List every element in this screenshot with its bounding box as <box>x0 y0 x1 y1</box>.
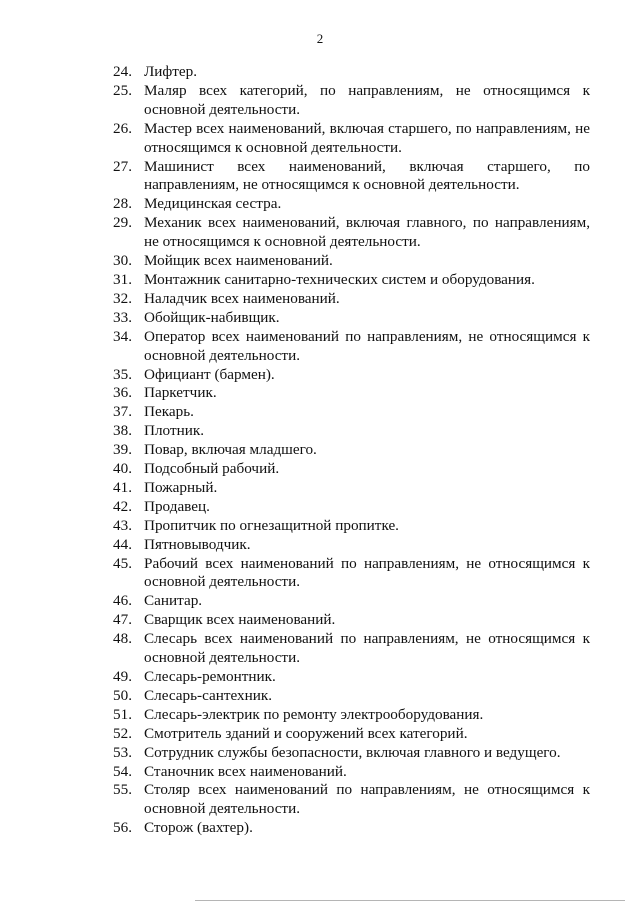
item-text: Повар, включая младшего. <box>144 441 317 459</box>
item-number: 54. <box>113 762 132 780</box>
list-item <box>113 668 590 687</box>
item-text: Обойщик-набивщик. <box>144 308 280 326</box>
item-number: 33. <box>113 308 132 326</box>
item-number: 46. <box>113 592 132 610</box>
list-item <box>113 441 590 460</box>
item-text: Сварщик всех наименований. <box>144 611 336 629</box>
item-text: Слесарь-ремонтник. <box>144 668 276 685</box>
item-number: 53. <box>113 743 132 761</box>
page-number: 2 <box>316 31 324 46</box>
scan-edge-line <box>195 900 625 901</box>
list-item <box>113 611 590 630</box>
list-item <box>113 82 590 120</box>
item-number: 32. <box>113 289 132 307</box>
item-text: Смотритель зданий и сооружений всех категорий. <box>144 724 468 742</box>
list-item <box>113 384 590 403</box>
item-number: 35. <box>113 365 132 383</box>
item-text: Пятновыводчик. <box>144 535 251 553</box>
item-number: 30. <box>113 252 132 270</box>
item-number: 25. <box>113 81 132 99</box>
list-item <box>113 63 590 82</box>
list-item <box>113 763 590 782</box>
list-item <box>113 158 590 196</box>
item-number: 51. <box>113 705 132 723</box>
item-number: 42. <box>113 497 132 515</box>
item-number: 28. <box>113 195 132 213</box>
item-text: Медицинская сестра. <box>144 195 282 213</box>
list-item <box>113 744 590 763</box>
item-text: Столяр всех наименований по направлениям, не относящимся к основной деятельности. <box>144 781 590 818</box>
item-text: Наладчик всех наименований. <box>144 289 340 307</box>
list-item <box>113 328 590 366</box>
list-item <box>113 517 590 536</box>
item-text: Сотрудник службы безопасности, включая главного и ведущего. <box>144 743 561 761</box>
item-number: 43. <box>113 516 132 534</box>
list-item <box>113 195 590 214</box>
item-text: Монтажник санитарно-технических систем и оборудования. <box>144 270 535 288</box>
item-number: 34. <box>113 327 132 345</box>
item-text: Плотник. <box>144 422 205 440</box>
item-number: 50. <box>113 686 132 704</box>
item-number: 29. <box>113 214 132 232</box>
item-number: 24. <box>113 63 132 80</box>
item-text: Слесарь-сантехник. <box>144 686 273 704</box>
item-number: 45. <box>113 554 132 572</box>
list-item <box>113 252 590 271</box>
list-item <box>113 120 590 158</box>
list-item <box>113 725 590 744</box>
item-text: Маляр всех категорий, по направлениям, не относящимся к основной деятельности. <box>144 81 590 118</box>
item-text: Подсобный рабочий. <box>144 460 280 478</box>
item-number: 40. <box>113 460 132 478</box>
item-text: Механик всех наименований, включая главного, по направлениям, не относящимся к основной деятельности. <box>144 214 590 251</box>
list-item <box>113 403 590 422</box>
list-item <box>113 366 590 385</box>
list-item <box>113 214 590 252</box>
item-text: Машинист всех наименований, включая старшего, по направлениям, не относящимся к основной деятельности. <box>144 157 590 194</box>
item-text: Пропитчик по огнезащитной пропитке. <box>144 516 399 534</box>
list-item <box>113 271 590 290</box>
list-item <box>113 706 590 725</box>
item-text: Станочник всех наименований. <box>144 762 347 780</box>
item-text: Лифтер. <box>144 63 198 80</box>
list-item <box>113 781 590 819</box>
item-text: Оператор всех наименований по направлениям, не относящимся к основной деятельности. <box>144 327 590 364</box>
item-text: Пекарь. <box>144 403 194 421</box>
item-number: 36. <box>113 384 132 402</box>
item-number: 41. <box>113 478 132 496</box>
item-number: 56. <box>113 819 132 837</box>
item-text: Слесарь-электрик по ремонту электрооборудования. <box>144 705 484 723</box>
item-number: 31. <box>113 270 132 288</box>
item-number: 27. <box>113 157 132 175</box>
item-number: 49. <box>113 668 132 685</box>
list-item <box>113 309 590 328</box>
item-number: 26. <box>113 119 132 137</box>
item-number: 52. <box>113 724 132 742</box>
list-item <box>113 536 590 555</box>
list-item <box>113 630 590 668</box>
list-item <box>113 819 590 838</box>
item-text: Мойщик всех наименований. <box>144 252 333 270</box>
item-text: Продавец. <box>144 497 210 515</box>
list-item <box>113 460 590 479</box>
item-text: Слесарь всех наименований по направлениям, не относящимся к основной деятельности. <box>144 630 590 667</box>
item-number: 44. <box>113 535 132 553</box>
occupation-list <box>113 63 590 838</box>
item-number: 38. <box>113 422 132 440</box>
item-number: 48. <box>113 630 132 648</box>
list-item <box>113 592 590 611</box>
item-text: Пожарный. <box>144 478 218 496</box>
item-text: Сторож (вахтер). <box>144 819 253 837</box>
list-item <box>113 290 590 309</box>
item-number: 39. <box>113 441 132 459</box>
item-text: Рабочий всех наименований по направлениям, не относящимся к основной деятельности. <box>144 554 590 591</box>
list-item <box>113 479 590 498</box>
item-number: 37. <box>113 403 132 421</box>
item-number: 55. <box>113 781 132 799</box>
item-text: Паркетчик. <box>144 384 217 402</box>
list-item <box>113 422 590 441</box>
list-item <box>113 555 590 593</box>
item-text: Санитар. <box>144 592 203 610</box>
item-text: Официант (бармен). <box>144 365 275 383</box>
item-text: Мастер всех наименований, включая старшего, по направлениям, не относящимся к основной деятельности. <box>144 119 590 156</box>
item-number: 47. <box>113 611 132 629</box>
list-item <box>113 687 590 706</box>
list-item <box>113 498 590 517</box>
